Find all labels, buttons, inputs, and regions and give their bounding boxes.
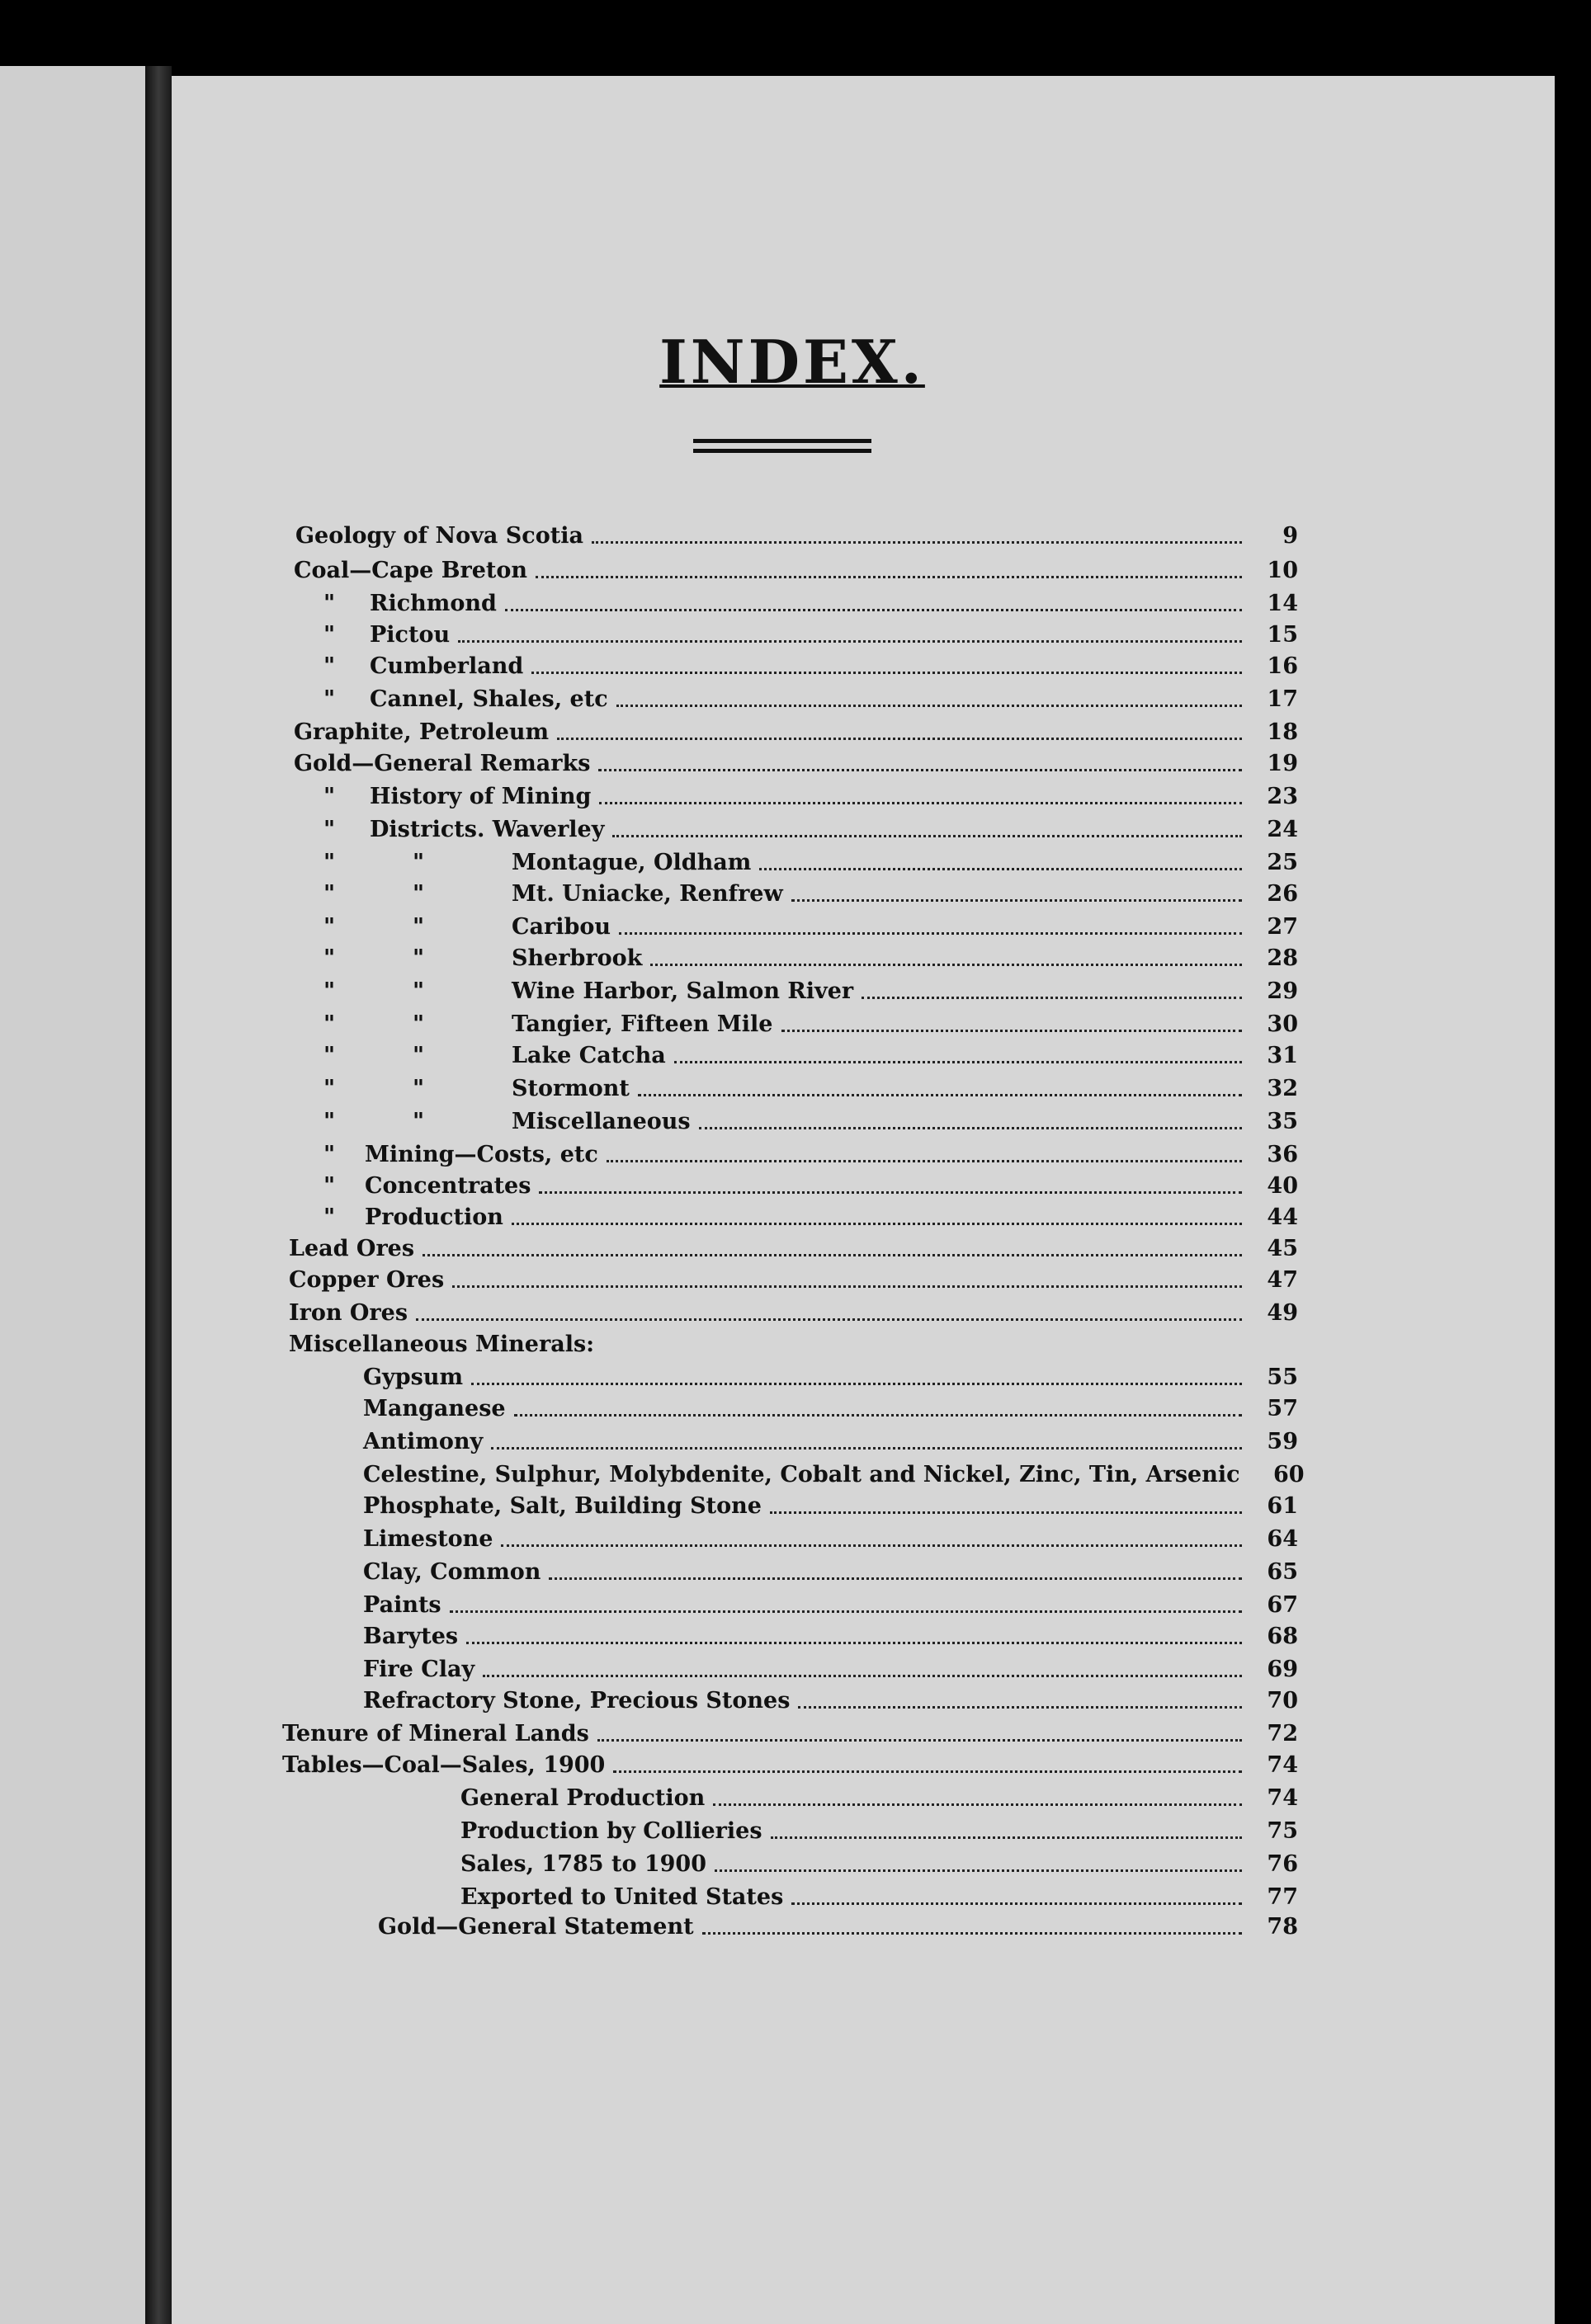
entry-page-number: 24 [1267, 817, 1298, 842]
dot-leader [791, 1902, 1242, 1905]
entry-label: Limestone [363, 1526, 493, 1552]
entry-label: Iron Ores [289, 1300, 408, 1326]
dot-leader [791, 899, 1242, 902]
entry-page-number: 28 [1267, 945, 1298, 971]
index-entry [320, 1109, 1298, 1138]
entry-page-number: 64 [1267, 1526, 1298, 1552]
entry-label: Lead Ores [289, 1236, 415, 1261]
index-entry [289, 1267, 1298, 1297]
entry-page-number: 16 [1267, 653, 1298, 679]
dot-leader [674, 1061, 1242, 1063]
dot-leader [699, 1127, 1242, 1129]
entry-page-number: 67 [1267, 1592, 1298, 1618]
entry-page-number: 77 [1267, 1884, 1298, 1910]
entry-label: Tangier, Fifteen Mile [512, 1011, 773, 1037]
entry-label: Graphite, Petroleum [294, 719, 550, 745]
entry-page-number: 29 [1267, 978, 1298, 1004]
dot-leader [466, 1642, 1242, 1644]
index-entry [289, 1300, 1298, 1330]
ditto-mark: " [323, 1043, 336, 1068]
entry-label: Gypsum [363, 1365, 464, 1390]
entry-page-number: 36 [1267, 1142, 1298, 1167]
dot-leader [458, 640, 1242, 643]
ditto-mark: " [323, 1173, 336, 1199]
title-rule-bottom [693, 449, 871, 453]
dot-leader [452, 1285, 1242, 1288]
page-gutter [145, 66, 172, 2324]
index-entry [320, 914, 1298, 944]
entry-page-number: 75 [1267, 1818, 1298, 1844]
ditto-mark: " [413, 945, 425, 971]
dot-leader [598, 769, 1242, 771]
index-entry [363, 1493, 1298, 1523]
index-entry [363, 1365, 1298, 1394]
entry-page-number: 59 [1267, 1429, 1298, 1454]
ditto-mark: " [323, 1109, 336, 1134]
entry-label: Refractory Stone, Precious Stones [363, 1688, 791, 1714]
index-entry [320, 945, 1298, 975]
index-entry [363, 1688, 1298, 1718]
entry-label: Production [365, 1204, 503, 1230]
index-entry [315, 1173, 1298, 1203]
dot-leader [607, 1160, 1242, 1162]
ditto-mark: " [323, 1076, 336, 1101]
entry-page-number: 19 [1267, 751, 1298, 776]
index-entry [315, 1204, 1298, 1234]
entry-page-number: 18 [1267, 719, 1298, 745]
index-entry [363, 1592, 1298, 1622]
entry-label: Cumberland [370, 653, 524, 679]
dot-leader [619, 932, 1242, 935]
ditto-mark: " [413, 1076, 425, 1101]
entry-label: Sherbrook [512, 945, 643, 971]
entry-page-number: 72 [1267, 1721, 1298, 1747]
dot-leader [650, 964, 1242, 966]
ditto-mark: " [323, 817, 336, 842]
ditto-mark: " [413, 1011, 425, 1037]
ditto-mark: " [323, 978, 336, 1004]
dot-leader [599, 802, 1242, 804]
dot-leader [536, 576, 1242, 578]
index-entry [378, 1914, 1298, 1944]
entry-page-number: 25 [1267, 850, 1298, 875]
entry-page-number: 23 [1267, 784, 1298, 809]
ditto-mark: " [323, 1142, 336, 1167]
ditto-mark: " [323, 850, 336, 875]
dot-leader [471, 1383, 1242, 1385]
ditto-mark: " [413, 914, 425, 940]
dot-leader [531, 672, 1242, 674]
entry-page-number: 40 [1267, 1173, 1298, 1199]
dot-leader [450, 1610, 1242, 1613]
entry-page-number: 44 [1267, 1204, 1298, 1230]
index-entry [363, 1526, 1298, 1556]
entry-page-number: 78 [1267, 1914, 1298, 1940]
entry-label: Concentrates [365, 1173, 531, 1199]
entry-label: Miscellaneous [512, 1109, 691, 1134]
ditto-mark: " [323, 881, 336, 907]
entry-label: Clay, Common [363, 1559, 541, 1585]
entry-page-number: 57 [1267, 1396, 1298, 1421]
entry-page-number: 65 [1267, 1559, 1298, 1585]
dot-leader [862, 997, 1242, 999]
ditto-mark: " [413, 1109, 425, 1134]
entry-label: Paints [363, 1592, 441, 1618]
dot-leader [616, 705, 1242, 707]
entry-label: Manganese [363, 1396, 506, 1421]
ditto-mark: " [413, 978, 425, 1004]
entry-label: Mt. Uniacke, Renfrew [512, 881, 783, 907]
index-entry [320, 1043, 1298, 1072]
dot-leader [501, 1544, 1242, 1547]
index-entry [320, 881, 1298, 911]
entry-label: Celestine, Sulphur, Molybdenite, Cobalt and Nickel, Zinc, Tin, Arsenic [363, 1462, 1240, 1487]
index-entry [363, 1396, 1298, 1426]
dot-leader [597, 1739, 1242, 1742]
entry-page-number: 49 [1267, 1300, 1298, 1326]
entry-page-number: 30 [1267, 1011, 1298, 1037]
dot-leader [798, 1706, 1242, 1709]
entry-page-number: 70 [1267, 1688, 1298, 1714]
index-entry [320, 622, 1298, 652]
dot-leader [505, 609, 1242, 611]
entry-page-number: 27 [1267, 914, 1298, 940]
entry-label: Antimony [363, 1429, 484, 1454]
entry-label: Barytes [363, 1624, 459, 1649]
entry-page-number: 61 [1267, 1493, 1298, 1519]
entry-page-number: 68 [1267, 1624, 1298, 1649]
entry-label: Production by Collieries [460, 1818, 762, 1844]
dot-leader [613, 1770, 1242, 1773]
index-entry [460, 1884, 1298, 1914]
ditto-mark: " [323, 784, 336, 809]
entry-page-number: 26 [1267, 881, 1298, 907]
index-entry [460, 1785, 1298, 1815]
entry-page-number: 60 [1272, 1462, 1305, 1487]
entry-label: History of Mining [370, 784, 592, 809]
dot-leader [491, 1447, 1242, 1450]
entry-label: Richmond [370, 591, 497, 616]
ditto-mark: " [413, 1043, 425, 1068]
title-rule-top [693, 439, 871, 443]
entry-label: Fire Clay [363, 1657, 475, 1682]
index-entry [363, 1429, 1298, 1459]
entry-page-number: 74 [1267, 1785, 1298, 1811]
entry-page-number: 32 [1267, 1076, 1298, 1101]
index-entry [320, 978, 1298, 1008]
ditto-mark: " [413, 850, 425, 875]
dot-leader [423, 1254, 1242, 1256]
facing-page [0, 66, 145, 2324]
dot-leader [612, 835, 1242, 837]
entry-page-number: 17 [1267, 686, 1298, 712]
index-entry [320, 686, 1298, 716]
index-heading: Miscellaneous Minerals: [289, 1332, 595, 1357]
entry-label: Tables—Coal—Sales, 1900 [282, 1752, 606, 1778]
dot-leader [713, 1803, 1242, 1806]
entry-page-number: 15 [1267, 622, 1298, 648]
index-title: INDEX. [659, 327, 925, 397]
entry-label: Caribou [512, 914, 611, 940]
entry-label: Wine Harbor, Salmon River [512, 978, 854, 1004]
index-entry [320, 850, 1298, 879]
entry-label: Tenure of Mineral Lands [282, 1721, 589, 1747]
ditto-mark: " [323, 1204, 336, 1230]
entry-label: Coal—Cape Breton [294, 558, 528, 583]
index-entry [460, 1818, 1298, 1848]
index-entry [282, 1752, 1298, 1782]
index-entry [282, 1721, 1298, 1751]
entry-label: Pictou [370, 622, 451, 648]
index-entry [294, 558, 1298, 587]
entry-page-number: 31 [1267, 1043, 1298, 1068]
ditto-mark: " [323, 686, 336, 712]
entry-page-number: 9 [1282, 523, 1298, 549]
entry-label: Montague, Oldham [512, 850, 752, 875]
ditto-mark: " [323, 622, 336, 648]
index-entry [289, 1236, 1298, 1266]
index-entry [320, 591, 1298, 620]
index-entry [460, 1851, 1298, 1881]
entry-label: Districts. Waverley [370, 817, 605, 842]
dot-leader [416, 1318, 1242, 1321]
entry-label: Gold—General Remarks [294, 751, 591, 776]
dot-leader [781, 1030, 1243, 1032]
dot-leader [715, 1869, 1242, 1872]
entry-label: Cannel, Shales, etc [370, 686, 608, 712]
entry-label: Lake Catcha [512, 1043, 666, 1068]
entry-label: Gold—General Statement [378, 1914, 694, 1940]
entry-label: Geology of Nova Scotia [295, 523, 583, 549]
ditto-mark: " [413, 881, 425, 907]
dot-leader [770, 1511, 1242, 1514]
ditto-mark: " [323, 591, 336, 616]
index-entry [363, 1624, 1298, 1653]
index-entry [363, 1559, 1298, 1589]
index-entry [320, 784, 1298, 813]
index-entry [294, 719, 1298, 749]
dot-leader [638, 1094, 1242, 1096]
entry-page-number: 69 [1267, 1657, 1298, 1682]
dot-leader [539, 1191, 1242, 1194]
dot-leader [702, 1932, 1242, 1935]
index-entry [320, 817, 1298, 846]
entry-label: Phosphate, Salt, Building Stone [363, 1493, 762, 1519]
dot-leader [514, 1414, 1242, 1417]
dot-leader [549, 1577, 1242, 1580]
index-entry [295, 523, 1298, 553]
index-entry [363, 1462, 1305, 1492]
entry-page-number: 35 [1267, 1109, 1298, 1134]
dot-leader [483, 1675, 1242, 1677]
entry-label: General Production [460, 1785, 706, 1811]
index-entry [315, 1142, 1298, 1171]
entry-label: Exported to United States [460, 1884, 784, 1910]
entry-label: Sales, 1785 to 1900 [460, 1851, 707, 1877]
index-entry [320, 1076, 1298, 1105]
dot-leader [771, 1836, 1242, 1839]
ditto-mark: " [323, 945, 336, 971]
dot-leader [592, 541, 1242, 544]
dot-leader [557, 738, 1242, 740]
ditto-mark: " [323, 914, 336, 940]
ditto-mark: " [323, 1011, 336, 1037]
entry-page-number: 47 [1267, 1267, 1298, 1293]
index-entry [320, 653, 1298, 683]
entry-page-number: 10 [1267, 558, 1298, 583]
entry-page-number: 45 [1267, 1236, 1298, 1261]
dot-leader [512, 1223, 1242, 1225]
entry-page-number: 14 [1267, 591, 1298, 616]
entry-label: Mining—Costs, etc [365, 1142, 598, 1167]
index-entry [320, 1011, 1298, 1041]
entry-page-number: 74 [1267, 1752, 1298, 1778]
entry-label: Stormont [512, 1076, 630, 1101]
dot-leader [759, 868, 1242, 870]
entry-label: Copper Ores [289, 1267, 445, 1293]
entry-page-number: 55 [1267, 1365, 1298, 1390]
index-entry [294, 751, 1298, 780]
index-entry [363, 1657, 1298, 1686]
entry-page-number: 76 [1267, 1851, 1298, 1877]
ditto-mark: " [323, 653, 336, 679]
